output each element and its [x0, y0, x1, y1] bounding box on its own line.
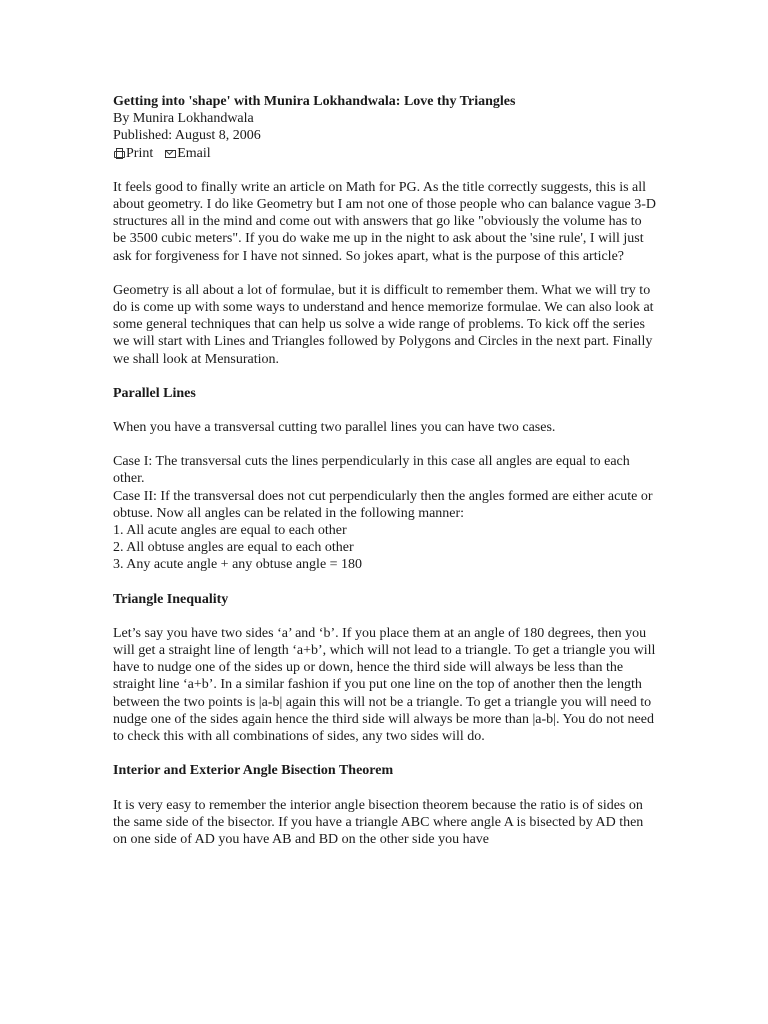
list-item: 1. All acute angles are equal to each other — [113, 523, 347, 539]
case-one: Case I: The transversal cuts the lines perpendicularly in this case all angles are equal to each other. — [113, 454, 630, 487]
article — [113, 93, 658, 848]
byline: By Munira Lokhandwala — [113, 111, 254, 127]
parallel-paragraph: When you have a transversal cutting two parallel lines you can have two cases. — [113, 420, 556, 436]
section-heading-parallel-lines: Parallel Lines — [113, 385, 196, 401]
section-heading-angle-bisection: Interior and Exterior Angle Bisection Theorem — [113, 763, 394, 779]
intro-paragraph-2: Geometry is all about a lot of formulae, but it is difficult to remember them. What we will try to do is come up with some ways to understand and hence memorize formulae. We can also look at some general techniques that can help us solve a wide range of problems. To kick off the series we will start with Lines and Triangles followed by Polygons and Circles in the next part. Finally we shall look at Mensuration. — [113, 282, 654, 367]
case-two: Case II: If the transversal does not cut perpendicularly then the angles formed are either acute or obtuse. Now all angles can be related in the following manner: — [113, 488, 653, 521]
list-item: 2. All obtuse angles are equal to each other — [113, 540, 354, 556]
inequality-paragraph: Let’s say you have two sides ‘a’ and ‘b’. If you place them at an angle of 180 degrees, then you will get a straight line of length ‘a+b’, which will not lead to a triangle. To get a triangle you will have to nudge one of the sides up or down, hence the third side will always be less than the straight line ‘a+b’. In a similar fashion if you put one line on the top of another then the length between the two points is |a-b| again this will not be a triangle. To get a triangle you will need to nudge one of the sides again hence the third side will always be more than |a-b|. You do not need to check this with all combinations of sides, any two sides will do. — [113, 625, 656, 745]
print-label: Print — [126, 145, 154, 161]
section-heading-triangle-inequality: Triangle Inequality — [113, 591, 229, 607]
print-link[interactable] — [113, 145, 153, 162]
bisection-paragraph: It is very easy to remember the interior angle bisection theorem because the ratio is of sides on the same side of the bisector. If you have a triangle ABC where angle A is bisected by AD then on one side of AD you have AB and BD on the other side you have — [113, 797, 644, 847]
article-title: Getting into 'shape' with Munira Lokhandwala: Love thy Triangles — [113, 94, 516, 109]
email-link[interactable] — [164, 145, 210, 162]
article-actions — [113, 145, 658, 162]
parallel-cases — [113, 453, 658, 573]
list-item: 3. Any acute angle + any obtuse angle = 180 — [113, 557, 363, 573]
printer-icon — [113, 147, 125, 159]
published-date: Published: August 8, 2006 — [113, 128, 261, 144]
intro-paragraph-1: It feels good to finally write an article on Math for PG. As the title correctly suggests, this is all about geometry. I do like Geometry but I am not one of those people who can balance vague 3-D structures all in the mind and come out with answers that go like "obviously the volume has to be 3500 cubic meters". If you do wake me up in the night to ask about the 'sine rule', I will just ask for forgiveness for I have not sinned. So jokes apart, what is the purpose of this article? — [113, 179, 656, 264]
email-label: Email — [177, 145, 211, 161]
envelope-icon — [164, 147, 176, 159]
